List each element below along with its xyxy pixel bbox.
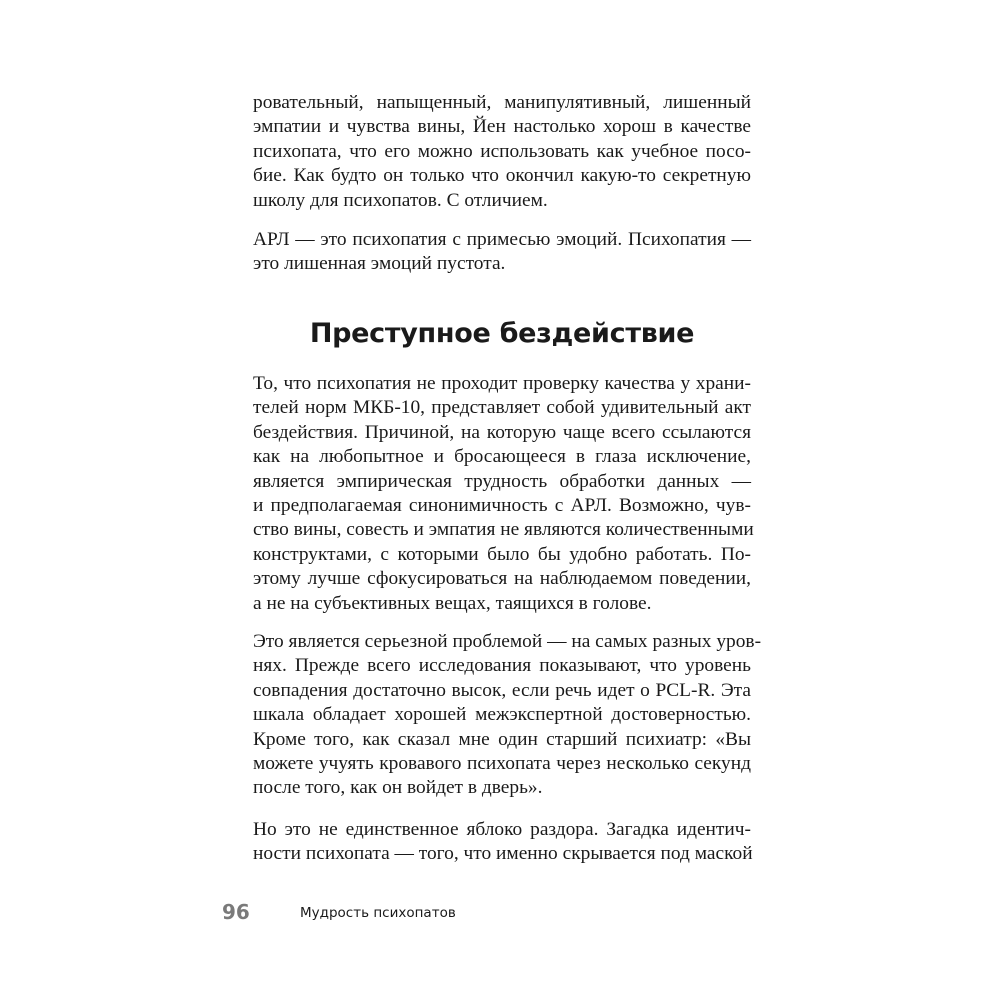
text-line: а не на субъективных вещах, таящихся в голове. xyxy=(253,592,652,614)
text-line: психопата, что его можно использовать как учебное посо- xyxy=(253,140,751,162)
text-line: и предполагаемая синонимичность с АРЛ. Возможно, чув- xyxy=(253,495,751,517)
text-line: шкала обладает хорошей межэкспертной достоверностью. xyxy=(253,704,751,726)
paragraph-inaction xyxy=(253,372,754,616)
text-line: является эмпирическая трудность обработки данных — xyxy=(253,470,751,492)
text-line: можете учуять кровавого психопата через несколько секунд xyxy=(253,753,751,775)
text-line: нях. Прежде всего исследования показывают, что уровень xyxy=(253,655,751,677)
paragraph-continuation xyxy=(253,91,751,213)
text-line: бездействия. Причиной, на которую чаще всего ссылаются xyxy=(253,421,751,443)
text-line: Это является серьезной проблемой — на самых разных уров- xyxy=(253,631,762,652)
text-line: после того, как он войдет в дверь». xyxy=(253,777,543,799)
paragraph-apple-of-discord xyxy=(253,818,751,867)
text-line: Но это не единственное яблоко раздора. Загадка идентич- xyxy=(253,819,751,840)
text-line: как на любопытное и бросающееся в глаза исключение, xyxy=(253,446,751,468)
running-footer-title: Мудрость психопатов xyxy=(300,905,456,921)
text-line: ство вины, совесть и эмпатия не являются количественными xyxy=(253,519,754,541)
text-line: То, что психопатия не проходит проверку качества у храни- xyxy=(253,373,751,394)
page-number: 96 xyxy=(222,900,250,924)
text-line: ровательный, напыщенный, манипулятивный, лишенный xyxy=(253,92,751,113)
text-line: АРЛ — это психопатия с примесью эмоций. Психопатия — xyxy=(253,229,751,250)
text-line: конструктами, с которыми было бы удобно работать. По- xyxy=(253,543,751,565)
paragraph-problem xyxy=(253,630,762,801)
text-line: телей норм МКБ-10, представляет собой удивительный акт xyxy=(253,397,751,419)
paragraph-arl xyxy=(253,228,751,277)
section-heading: Преступное бездействие xyxy=(309,318,695,349)
text-line: бие. Как будто он только что окончил какую-то секретную xyxy=(253,165,751,187)
text-line: это лишенная эмоций пустота. xyxy=(253,253,506,275)
text-line: ности психопата — того, что именно скрывается под маской xyxy=(253,843,753,865)
text-line: школу для психопатов. С отличием. xyxy=(253,189,548,211)
text-line: эмпатии и чувства вины, Йен настолько хорош в качестве xyxy=(253,116,751,138)
text-line: совпадения достаточно высок, если речь идет о PCL-R. Эта xyxy=(253,679,751,701)
text-line: Кроме того, как сказал мне один старший психиатр: «Вы xyxy=(253,728,751,750)
text-line: этому лучше сфокусироваться на наблюдаемом поведении, xyxy=(253,568,751,590)
